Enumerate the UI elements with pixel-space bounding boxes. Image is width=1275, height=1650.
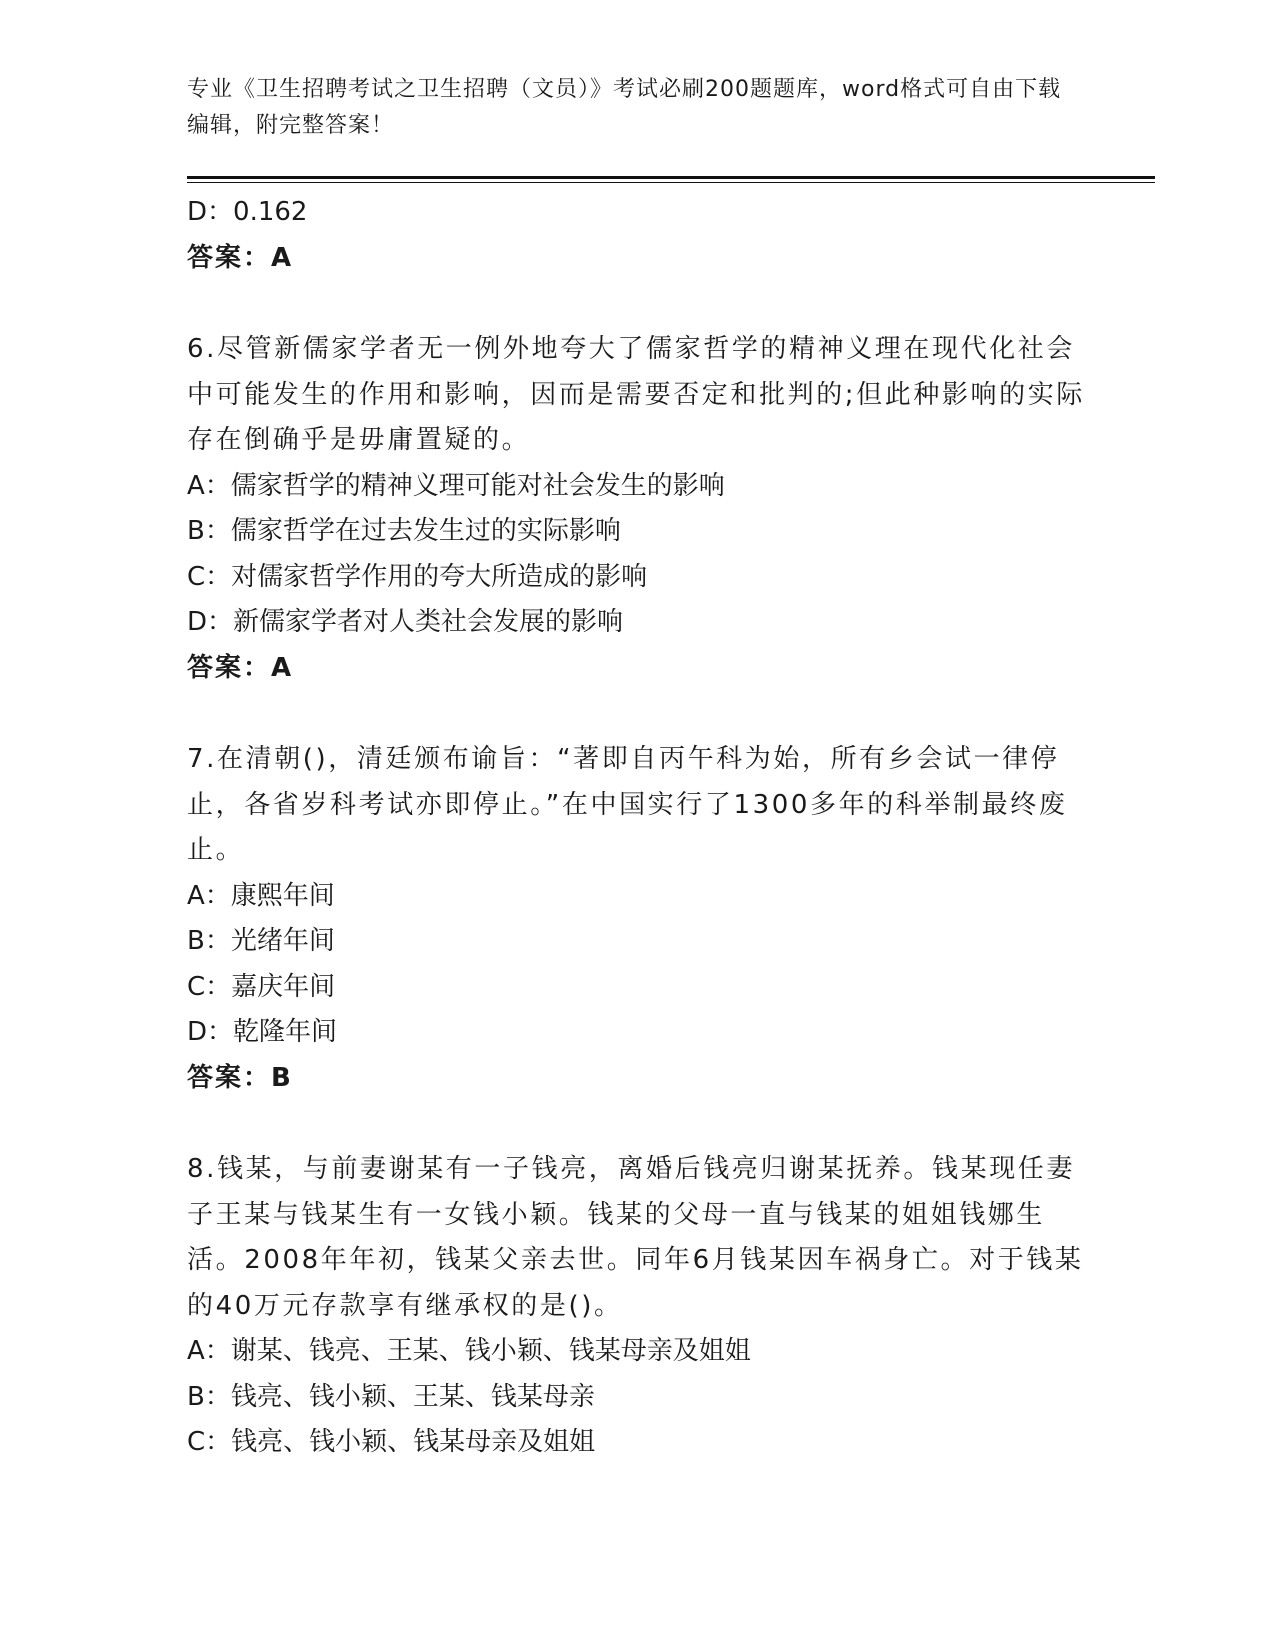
question-7 [187,737,1087,1101]
prev-option-d: D：0.162 [187,197,308,227]
answer: 答案：A [187,652,294,683]
option-c: C：钱亮、钱小颖、钱某母亲及姐姐 [187,1427,596,1457]
header-rule-thick [187,176,1155,179]
option-b: B：儒家哲学在过去发生过的实际影响 [187,516,621,546]
question-content [187,190,1087,1466]
option-b: B：光绪年间 [187,926,335,956]
option-d: D：新儒家学者对人类社会发展的影响 [187,607,624,637]
answer: 答案：B [187,1062,293,1093]
question-8 [187,1147,1087,1466]
question-6 [187,327,1087,691]
option-b: B：钱亮、钱小颖、王某、钱某母亲 [187,1381,595,1412]
question-stem: 6.尽管新儒家学者无一例外地夸大了儒家哲学的精神义理在现代化社会中可能发生的作用和影响，因而是需要否定和批判的;但此种影响的实际存在倒确乎是毋庸置疑的。 [187,334,1085,455]
option-d: D：乾隆年间 [187,1017,338,1047]
prev-answer: 答案：A [187,242,294,273]
page-header: 专业《卫生招聘考试之卫生招聘（文员）》考试必刷200题题库，word格式可自由下载编辑，附完整答案！ [187,77,1062,138]
spacer [187,281,1087,327]
option-c: C：对儒家哲学作用的夸大所造成的影响 [187,561,648,592]
question-stem: 7.在清朝()，清廷颁布谕旨：“著即自丙午科为始，所有乡会试一律停止，各省岁科考试亦即停止。”在中国实行了1300多年的科举制最终废止。 [187,744,1068,865]
spacer [187,1101,1087,1147]
option-a: A：谢某、钱亮、王某、钱小颖、钱某母亲及姐姐 [187,1336,751,1366]
header-rule-thin [187,182,1155,183]
spacer [187,691,1087,737]
option-a: A：康熙年间 [187,880,335,911]
option-c: C：嘉庆年间 [187,971,336,1002]
question-stem: 8.钱某，与前妻谢某有一子钱亮，离婚后钱亮归谢某抚养。钱某现任妻子王某与钱某生有一女钱小颖。钱某的父母一直与钱某的姐姐钱娜生活。2008年年初，钱某父亲去世。同年6月钱某因车祸身亡。对于钱某的40万元存款享有继承权的是()。 [187,1154,1084,1321]
option-a: A：儒家哲学的精神义理可能对社会发生的影响 [187,470,725,501]
